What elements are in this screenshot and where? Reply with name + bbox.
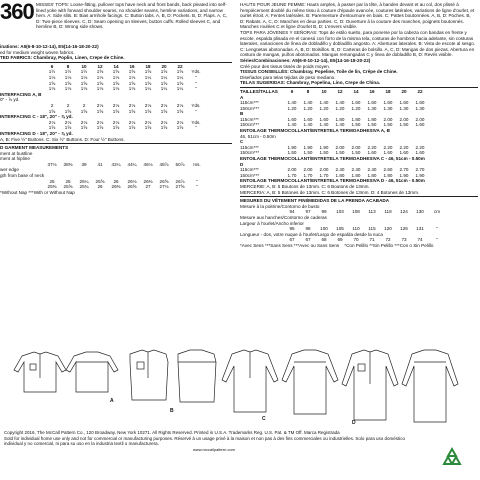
measurement-cell: 25⅝ bbox=[63, 184, 73, 190]
table-cell: 1⅝ bbox=[48, 125, 56, 131]
measurement-cell: 70 bbox=[353, 237, 359, 243]
measurement-cell: 113 bbox=[368, 209, 376, 215]
table-cell: 2⅛ bbox=[96, 119, 104, 125]
view-label-d: D bbox=[352, 420, 356, 426]
table-cell: 1⅝ bbox=[128, 108, 136, 114]
hip-label-fr: Mesure aux hanches/Contorno de caderas bbox=[240, 214, 327, 220]
table-cell: 1.40 bbox=[319, 122, 329, 128]
table-cell: 1.90 bbox=[287, 144, 297, 150]
table-cell: " bbox=[195, 80, 197, 86]
table-cell: 1.60 bbox=[399, 150, 409, 156]
nap-note-fr: *Avec Sens ***Sans Sens ***Avec ou Sans Sens *Con Pelillo **Sin Pelillo ***Con o Sin Pelillo bbox=[240, 242, 434, 248]
measurement-cell: 124 bbox=[400, 209, 408, 215]
table-cell: 1⅝ bbox=[176, 108, 184, 114]
measurement-cell: 25¼ bbox=[79, 178, 89, 184]
table-cell: 1⅝ bbox=[128, 80, 136, 86]
table-cell: 1⅝ bbox=[112, 125, 120, 131]
row-label: 115cm*** bbox=[240, 100, 259, 106]
view-label-b: B bbox=[170, 408, 174, 414]
measurement-cell: 73 bbox=[401, 237, 407, 243]
table-cell: " bbox=[195, 125, 197, 131]
table-cell: 1⅛ bbox=[64, 74, 72, 80]
table-cell: 1⅝ bbox=[112, 69, 120, 75]
table-cell: 2⅛ bbox=[160, 119, 168, 125]
table-cell: 1.90 bbox=[303, 144, 313, 150]
bust-label-fr: Mesure à la poitrine/Contorno de busto bbox=[240, 203, 320, 209]
lower-cm-row bbox=[240, 226, 478, 232]
measurement-cell: Ins. bbox=[193, 161, 201, 167]
measurement-cell: 38⅜ bbox=[63, 161, 73, 167]
website-url: www.mccallpattern.com bbox=[192, 446, 235, 452]
table-cell: 1⅛ bbox=[112, 86, 120, 92]
table-cell: 1.80 bbox=[367, 116, 377, 122]
table-cell: 1.20 bbox=[287, 105, 297, 111]
metric-rows-b bbox=[240, 117, 478, 128]
table-cell: 1.60 bbox=[351, 100, 361, 106]
table-cell: 1⅝ bbox=[48, 108, 56, 114]
table-cell: 2.00 bbox=[383, 116, 393, 122]
table-cell: 1.60 bbox=[383, 100, 393, 106]
table-cell: 2⅛ bbox=[48, 119, 56, 125]
table-cell: 2⅛ bbox=[128, 102, 136, 108]
table-cell: 2⅛ bbox=[128, 119, 136, 125]
table-cell: " bbox=[195, 108, 197, 114]
measurement-cell: " bbox=[436, 237, 438, 243]
table-cell: 1.50 bbox=[399, 122, 409, 128]
garment-line-drawings bbox=[0, 348, 480, 426]
recycle-icon bbox=[440, 446, 464, 470]
measurement-cell: 67 bbox=[305, 237, 311, 243]
table-cell: 1.20 bbox=[319, 105, 329, 111]
table-cell: 1.40 bbox=[287, 100, 297, 106]
table-cell: 2⅛ bbox=[176, 119, 184, 125]
table-cell: 1.70 bbox=[319, 172, 329, 178]
merceria-es: MERCERIA: A, B: 5 Botones de 13mm. C: 6 Botones de 13mm. D: 4 Botones de 13mm. bbox=[240, 189, 420, 195]
english-description: MISSES' TOPS: Loose-fitting, pullover tops have neck and front bands, back pleated into self-lined yoke with forward shoulder seams, no shoulder seams, hemline variations, and narrow hem. A: Side slits. B: Bias armhole facings. C: Button tabs. A, B, D: Pockets. B, D: Flaps. A, C, D: Two-piece sleeves. C, D: Seam opening on sleeves, button cuffs. Rolled sleeves C, and hemline B, D: Wrong side shows. bbox=[36, 2, 228, 30]
table-cell: 1.80 bbox=[367, 172, 377, 178]
table-cell: 2.00 bbox=[351, 144, 361, 150]
yardage-rows-d bbox=[0, 120, 232, 131]
measurement-cell: 26⅛ bbox=[127, 178, 137, 184]
table-cell: 1.80 bbox=[335, 172, 345, 178]
table-cell: 1.60 bbox=[367, 100, 377, 106]
measurement-cell: 41 bbox=[97, 161, 103, 167]
measurement-cell: 67 bbox=[289, 237, 295, 243]
measurement-cell: 69 bbox=[337, 237, 343, 243]
measurement-cell: 25 bbox=[49, 178, 55, 184]
measurement-cell: 25⅝ bbox=[95, 178, 105, 184]
table-cell: 2.70 bbox=[399, 167, 409, 173]
entoilage-d: ENTOILAGE THERMOCOLLANT/ENTRETELA TERMOADHESIVA D - 46, 51cm - 0.50m bbox=[240, 178, 425, 184]
table-cell: 1⅝ bbox=[64, 80, 72, 86]
lower-edge-label: wer edge bbox=[0, 167, 19, 173]
row-label: 115cm*** bbox=[240, 144, 259, 150]
entoilage-a-b: ENTOILAGE THERMOCOLLANT/ENTRETELA TERMOADHESIVA A, B bbox=[240, 128, 390, 134]
table-cell: 1⅝ bbox=[176, 69, 184, 75]
table-cell: 1.80 bbox=[335, 116, 345, 122]
table-cell: 1.50 bbox=[367, 122, 377, 128]
table-cell: 1.60 bbox=[415, 150, 425, 156]
measurement-cell: 120 bbox=[384, 226, 392, 232]
table-cell: 1⅛ bbox=[48, 74, 56, 80]
view-b-label: B bbox=[240, 111, 244, 117]
measurement-cell: 98 bbox=[305, 226, 311, 232]
view-a-back-drawing bbox=[66, 352, 118, 392]
measurement-cell: 25¾ bbox=[79, 184, 89, 190]
table-cell: 1.30 bbox=[399, 105, 409, 111]
table-cell: 2.00 bbox=[399, 116, 409, 122]
measurement-cell: 39 bbox=[81, 161, 87, 167]
row-label bbox=[0, 86, 44, 92]
table-cell: 2.00 bbox=[335, 144, 345, 150]
table-cell: 2.00 bbox=[303, 167, 313, 173]
table-cell: 1⅝ bbox=[96, 69, 104, 75]
table-cell: 1⅝ bbox=[160, 125, 168, 131]
table-cell: 2 bbox=[50, 102, 54, 108]
table-cell: 1⅝ bbox=[112, 80, 120, 86]
view-a-label: A bbox=[240, 94, 244, 100]
table-cell: 1.50 bbox=[351, 150, 361, 156]
table-cell: 1.40 bbox=[335, 100, 345, 106]
metric-rows-d bbox=[240, 167, 478, 178]
table-cell: 1.70 bbox=[303, 172, 313, 178]
table-cell: 2 bbox=[82, 102, 86, 108]
row-label: 115cm*** bbox=[240, 116, 259, 122]
table-cell: 1.20 bbox=[303, 105, 313, 111]
table-cell: 1.40 bbox=[303, 100, 313, 106]
table-cell: " bbox=[195, 86, 197, 92]
view-d-front-drawing bbox=[342, 350, 398, 420]
table-cell: 2⅛ bbox=[80, 119, 88, 125]
view-c-back-drawing bbox=[282, 350, 338, 414]
garment-measurements-title: D GARMENT MEASUREMENTS bbox=[0, 145, 69, 151]
measurement-cell: 26⅜ bbox=[111, 184, 121, 190]
table-cell: 1⅝ bbox=[176, 125, 184, 131]
french-spanish-column bbox=[240, 2, 478, 249]
view-label-c: C bbox=[262, 416, 266, 422]
measurement-cell: 26 bbox=[97, 184, 103, 190]
table-cell: 1⅛ bbox=[112, 74, 120, 80]
suggested-fabrics-fr: TISSUS CONSEILLÉS: Chambray, Popeline, Toile de lin, Crêpe de Chine. bbox=[240, 69, 398, 75]
row-label: 115cm*** bbox=[240, 167, 259, 173]
suggested-fabrics-es: TELAS SUGERIDAS: Chambray, Popelina, Lino, Crepe de China. bbox=[240, 80, 381, 86]
table-row bbox=[0, 86, 232, 92]
measurement-cell: 105 bbox=[336, 226, 344, 232]
table-cell: 1.40 bbox=[319, 100, 329, 106]
table-cell: 1⅝ bbox=[64, 108, 72, 114]
measurement-cell: 42¼ bbox=[111, 161, 121, 167]
view-b-back-drawing bbox=[178, 350, 216, 402]
combinations-fr: Séries/Combinaciones: A5(6-8-10-12-14), E5(14-16-18-20-22) bbox=[240, 57, 371, 63]
table-cell: 1.50 bbox=[287, 150, 297, 156]
measurement-cell: 74 bbox=[417, 237, 423, 243]
table-cell: 1¼ bbox=[160, 86, 168, 92]
table-cell: 2.70 bbox=[415, 167, 425, 173]
entoilage-c: ENTOILAGE THERMOCOLLANT/ENTRETELA TERMOADHESIVA C - 46, 51cm - 0.50m bbox=[240, 156, 425, 162]
measurement-cell: 95 bbox=[289, 226, 295, 232]
table-cell: 1⅝ bbox=[160, 108, 168, 114]
suggested-fabrics-line: TED FABRICS: Chambray, Poplin, Linen, Crepe de Chine. bbox=[0, 55, 125, 61]
table-cell: 2⅛ bbox=[112, 119, 120, 125]
measurement-cell: 26⅝ bbox=[127, 184, 137, 190]
table-cell: 1½ bbox=[80, 69, 88, 75]
copyright-line: Copyright 2016, The McCall Pattern Co., 120 Broadway, New York 10271. All Rights Reserved. Printed in U.S.A. Trademarks Reg. U.S. Pat. & TM Off. Marca Registrada bbox=[4, 430, 340, 435]
measurement-cell: 48⅞ bbox=[159, 161, 169, 167]
table-cell: 1⅝ bbox=[160, 69, 168, 75]
bustline-label: ment at bustline bbox=[0, 150, 33, 156]
length-label-fr: Longueur - dos, votre nuque à l'ourlet/Largo de espalda desde la nuca bbox=[240, 231, 383, 237]
measurement-cell: 26 bbox=[113, 178, 119, 184]
english-column bbox=[0, 2, 232, 195]
measurement-cell: " bbox=[196, 184, 198, 190]
size-header-row: 6 8 10 12 14 16 18 20 22 bbox=[50, 63, 183, 69]
table-cell: 1.30 bbox=[415, 105, 425, 111]
measurement-cell: 115 bbox=[368, 226, 376, 232]
table-cell: 1⅝ bbox=[96, 108, 104, 114]
table-cell: 1.60 bbox=[383, 150, 393, 156]
table-cell: 1.60 bbox=[319, 116, 329, 122]
table-cell: 1.50 bbox=[319, 150, 329, 156]
pattern-number: 360 bbox=[0, 0, 34, 24]
table-cell: 1⅛ bbox=[96, 74, 104, 80]
measurement-cell: 99 bbox=[321, 209, 327, 215]
table-cell: 2.40 bbox=[335, 167, 345, 173]
table-cell: 1.30 bbox=[383, 105, 393, 111]
table-cell: 1.20 bbox=[351, 105, 361, 111]
table-cell: 1⅝ bbox=[96, 80, 104, 86]
table-cell: 1⅛ bbox=[80, 74, 88, 80]
table-cell: 1⅛ bbox=[96, 86, 104, 92]
footer bbox=[4, 430, 424, 452]
table-cell: " bbox=[195, 74, 197, 80]
measurement-cell: 37⅛ bbox=[47, 161, 57, 167]
combinations-line: inations: A5(6-8-10-12-14), E5(14-16-18-20-22) bbox=[0, 44, 99, 49]
measurement-cell: 108 bbox=[352, 209, 360, 215]
table-cell: 1⅝ bbox=[144, 80, 152, 86]
table-cell: 1⅝ bbox=[128, 125, 136, 131]
yardage-rows-a-b bbox=[0, 69, 232, 91]
table-cell: 1.60 bbox=[303, 116, 313, 122]
table-cell: 1.60 bbox=[415, 100, 425, 106]
interfacing-c: INTERFACING C - 18", 20" - ⅞ yd. bbox=[0, 114, 73, 120]
row-label: 150cm*** bbox=[240, 105, 260, 111]
table-cell: 1⅝ bbox=[80, 80, 88, 86]
table-cell: 1½ bbox=[48, 69, 56, 75]
measurement-cell: 46⅛ bbox=[143, 161, 153, 167]
measurement-cell: 68 bbox=[321, 237, 327, 243]
table-cell: Yds. bbox=[191, 119, 201, 125]
measurement-cell: 126 bbox=[400, 226, 408, 232]
table-cell: 1.50 bbox=[351, 122, 361, 128]
buttons-notions: A, B: Five ½" Buttons. C: Six ½" Buttons. D: Four ½" Buttons. bbox=[0, 136, 125, 142]
lower-label-fr: Largeur à l'ourlet/Ancho inferior bbox=[240, 220, 304, 226]
table-cell: 1⅝ bbox=[144, 69, 152, 75]
measurement-cell: 97 bbox=[305, 209, 311, 215]
measurement-cell: 50⅞ bbox=[175, 161, 185, 167]
table-cell: 1⅝ bbox=[80, 125, 88, 131]
table-cell: 1¼ bbox=[176, 86, 184, 92]
table-cell: 1⅝ bbox=[144, 125, 152, 131]
measurement-cell: 27 bbox=[145, 184, 151, 190]
table-cell: 1.60 bbox=[367, 150, 377, 156]
table-cell: 1.40 bbox=[335, 122, 345, 128]
measurement-cell: 94 bbox=[289, 209, 295, 215]
table-cell: 1⅝ bbox=[144, 108, 152, 114]
table-cell: 1⅛ bbox=[128, 86, 136, 92]
yardage-rows-c bbox=[0, 103, 232, 114]
view-c-front-drawing bbox=[222, 350, 278, 412]
nap-note: *Without Nap ***With or Without Nap bbox=[0, 189, 75, 195]
table-cell: 1¼ bbox=[144, 86, 152, 92]
table-cell: 1¼ bbox=[176, 74, 184, 80]
mercerie-fr: MERCERIE: A, B: 5 Boutons de 13mm. C: 6 Boutons de 13mm. bbox=[240, 184, 370, 189]
measurement-cell: 26⅞ bbox=[175, 178, 185, 184]
measurement-cell: 27⅝ bbox=[175, 184, 185, 190]
tailles-header-row: TAILLES/TALLAS 6 8 10 12 14 16 18 20 22 bbox=[240, 88, 423, 94]
fabric-weight-es: Diseñados para telas tejidas de peso mediano. bbox=[240, 74, 336, 80]
table-cell: 1¼ bbox=[160, 74, 168, 80]
table-cell: 1.80 bbox=[351, 116, 361, 122]
table-cell: 2.40 bbox=[351, 167, 361, 173]
measurement-cell: 25⅜ bbox=[47, 184, 57, 190]
table-cell: 1¼ bbox=[144, 74, 152, 80]
table-cell: 1.90 bbox=[319, 144, 329, 150]
interfacing-a-b-note: 0" - ⅞ yd. bbox=[0, 97, 20, 103]
table-cell: 1⅝ bbox=[48, 80, 56, 86]
english-header bbox=[0, 0, 232, 30]
measurement-cell: 44¼ bbox=[127, 161, 137, 167]
table-cell: 2.20 bbox=[367, 144, 377, 150]
table-cell: 1.50 bbox=[303, 150, 313, 156]
measurement-cell: 25 bbox=[65, 178, 71, 184]
table-cell: 2.20 bbox=[383, 144, 393, 150]
measurement-cell: 27⅛ bbox=[159, 184, 169, 190]
table-cell: 1.90 bbox=[415, 172, 425, 178]
metric-rows-a bbox=[240, 100, 478, 111]
measurement-cell: 100 bbox=[320, 226, 328, 232]
view-label-a: A bbox=[110, 398, 114, 404]
table-cell: 1.80 bbox=[351, 172, 361, 178]
table-cell: 1⅛ bbox=[48, 86, 56, 92]
spanish-description: TOPS PARA JÓVENES Y SEÑORAS: Tops de estilo suelto, para ponerse por la cabeza con bandas en frente y escote, espalda plisada en el canesú con forro de la misma tela, costuras de hombros hacia adelante, sin costuras laterales, variaciones de línea de dobladillo y dobladillo angosto. A: Aberturas laterales. B: Vista de escote al sesgo. C: Lengüetas abotonadas. A, B, D: Bolsillos. B, D: Carteras de bolsillo. A, C, D: Mangas de dos piezas. Abertura en costura de mangas, puños abotonados. Mangas remangadas C y línea de dobladillo B, D: Revés visible. bbox=[240, 29, 476, 58]
measurement-cell: 110 bbox=[352, 226, 360, 232]
hipline-row bbox=[0, 162, 232, 168]
table-cell: 1.40 bbox=[303, 122, 313, 128]
row-label: 150cm*** bbox=[240, 150, 260, 156]
view-b-front-drawing bbox=[130, 350, 168, 400]
table-cell: 1.60 bbox=[399, 100, 409, 106]
measurement-cell: 118 bbox=[384, 209, 392, 215]
table-cell: 2 bbox=[66, 102, 70, 108]
table-cell: 1.20 bbox=[335, 105, 345, 111]
measurement-cell: 103 bbox=[336, 209, 344, 215]
table-cell: Yds. bbox=[191, 102, 201, 108]
table-cell: 1.50 bbox=[383, 122, 393, 128]
measurement-cell: " bbox=[196, 178, 198, 184]
mesures-title: MESURES DU VÊTEMENT FINI/MEDIDAS DE LA PRENDA ACABADA bbox=[240, 198, 390, 204]
view-d-back-drawing bbox=[402, 350, 458, 422]
table-cell: 1.50 bbox=[335, 150, 345, 156]
table-cell: 1⅝ bbox=[160, 80, 168, 86]
table-cell: 1.60 bbox=[287, 116, 297, 122]
table-cell: 2.40 bbox=[367, 167, 377, 173]
measurement-cell: 71 bbox=[369, 237, 375, 243]
table-cell: 2.20 bbox=[415, 144, 425, 150]
table-cell: 2⅛ bbox=[160, 102, 168, 108]
view-a-front-drawing bbox=[14, 352, 66, 392]
hipline-label: ment at hipline bbox=[0, 156, 30, 162]
table-cell: 1⅝ bbox=[64, 125, 72, 131]
table-cell: 1⅛ bbox=[80, 86, 88, 92]
table-cell: 1⅝ bbox=[80, 108, 88, 114]
table-cell: 2⅛ bbox=[144, 119, 152, 125]
table-cell: 2⅛ bbox=[64, 119, 72, 125]
interfacing-a-b: INTERFACING A, B bbox=[0, 91, 42, 97]
row-label bbox=[240, 226, 284, 232]
table-cell: 1⅝ bbox=[128, 69, 136, 75]
table-cell: 2⅛ bbox=[112, 102, 120, 108]
table-cell: 1.40 bbox=[287, 122, 297, 128]
measurement-cell: 130 bbox=[416, 209, 424, 215]
measurement-cell: cm bbox=[433, 209, 441, 215]
french-description: HAUTS POUR JEUNE FEMME: Hauts amples, à passer par la tête, à bandes devant et au col, dos plissé à l'empiècement doublé du même tissu à couture d'épaule avancée, coutures latérales, variations de ligne d'ourlet, et ourlet étroit. A: Fentes latérales. B: Parementure d'entournure en biais. C: Pattes boutonnées. A, B, D: Poches. B, D: Rabats. A, C, D: Manches en deux parties. C, D: Ouverture à la couture des manches, poignets boutonnés. Manches roulées C et ligne d'ourlet B, D: L'envers visible. bbox=[240, 2, 475, 30]
entoilage-a-b-note: 46, 51cm - 0.50m bbox=[240, 133, 276, 139]
fabric-weight-fr: Créé pour des tissus tissés de poids moyen. bbox=[240, 63, 331, 69]
table-cell: 2.60 bbox=[383, 167, 393, 173]
interfacing-d: INTERFACING D - 18", 20" - ⅞ yd. bbox=[0, 130, 73, 136]
table-cell: 2⅛ bbox=[144, 102, 152, 108]
table-cell: Yds. bbox=[191, 69, 201, 75]
table-cell: 1⅛ bbox=[128, 74, 136, 80]
table-cell: 1½ bbox=[64, 69, 72, 75]
table-cell: 2⅛ bbox=[96, 102, 104, 108]
fabric-weight-line: ed for medium weight woven fabrics. bbox=[0, 49, 75, 55]
table-cell: 1.90 bbox=[399, 172, 409, 178]
measurement-cell: 26⅜ bbox=[143, 178, 153, 184]
measurement-cell: " bbox=[436, 226, 438, 232]
table-cell: 1⅝ bbox=[112, 108, 120, 114]
table-cell: 1.60 bbox=[415, 122, 425, 128]
view-d-label: D bbox=[240, 161, 244, 167]
french-header bbox=[240, 2, 478, 58]
row-label: 150cm*** bbox=[240, 122, 260, 128]
metric-rows-c bbox=[240, 145, 478, 156]
table-cell: 2.20 bbox=[399, 144, 409, 150]
usage-line: Sold for individual home use only and not for commercial or manufacturing purposes. Réservé à un usage privé à la maison et non pas à des fins commerciales ou industrielles. Solo para uso doméstico individual y no comercial, ni para su uso en la industria textil o manufacturera. bbox=[4, 435, 405, 447]
measurement-cell: 26⅝ bbox=[159, 178, 169, 184]
table-cell: 2.00 bbox=[319, 167, 329, 173]
table-cell: 1.30 bbox=[367, 105, 377, 111]
table-cell: 1⅛ bbox=[64, 86, 72, 92]
table-cell: 1⅝ bbox=[96, 125, 104, 131]
table-cell: 2⅛ bbox=[176, 102, 184, 108]
length-label: gth from base of neck bbox=[0, 173, 45, 179]
table-cell: 1⅝ bbox=[176, 80, 184, 86]
view-c-label: C bbox=[240, 139, 244, 145]
row-label: 150cm*** bbox=[240, 172, 260, 178]
table-cell: 1.80 bbox=[383, 172, 393, 178]
measurement-cell: 131 bbox=[416, 226, 424, 232]
table-cell: 2.00 bbox=[415, 116, 425, 122]
technical-drawings bbox=[0, 348, 480, 426]
measurement-cell: 72 bbox=[385, 237, 391, 243]
table-cell: 2.00 bbox=[287, 167, 297, 173]
table-cell: 1.70 bbox=[287, 172, 297, 178]
